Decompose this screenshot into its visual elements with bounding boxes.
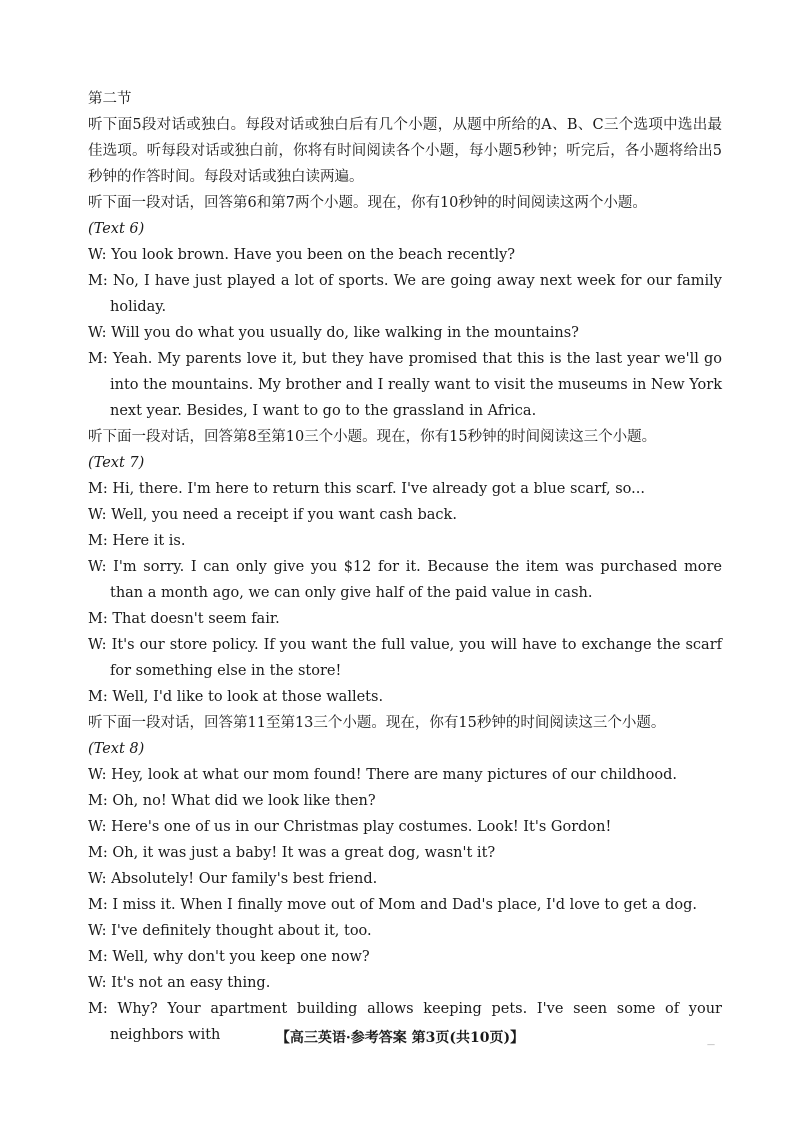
dialogue-line: W: You look brown. Have you been on the beach recently?: [88, 247, 516, 263]
dialogue-line: W: It's not an easy thing.: [88, 975, 271, 991]
prompt-questions-8-10: 听下面一段对话，回答第8至第10三个小题。现在，你有15秒钟的时间阅读这三个小题。: [88, 429, 657, 445]
dialogue-line: M: Well, why don't you keep one now?: [88, 949, 370, 965]
prompt-questions-11-13: 听下面一段对话，回答第11至第13三个小题。现在，你有15秒钟的时间阅读这三个小题。: [88, 715, 666, 731]
dialogue-line: M: Yeah. My parents love it, but they have promised that this is the last year we'll go into the mountains. My brother and I really want to visit the museums in New York next year. Besides, I want to go to the grassland in Africa.: [88, 351, 722, 419]
dialogue-line: W: Well, you need a receipt if you want cash back.: [88, 507, 457, 523]
page-footer: 【高三英语·参考答案 第3页(共10页)】: [275, 1030, 525, 1046]
dialogue-line: W: Here's one of us in our Christmas play costumes. Look! It's Gordon!: [88, 819, 612, 835]
text-6-label: (Text 6): [88, 221, 145, 237]
page-content: [88, 86, 722, 1048]
text-7-label: (Text 7): [88, 455, 145, 471]
dialogue-line: W: Hey, look at what our mom found! There are many pictures of our childhood.: [88, 767, 677, 783]
dialogue-line: M: That doesn't seem fair.: [88, 611, 280, 627]
dialogue-line: M: Here it is.: [88, 533, 186, 549]
corner-mark: —: [707, 1040, 715, 1049]
dialogue-line: M: Oh, no! What did we look like then?: [88, 793, 376, 809]
dialogue-line: M: Hi, there. I'm here to return this scarf. I've already got a blue scarf, so...: [88, 481, 645, 497]
dialogue-line: W: Absolutely! Our family's best friend.: [88, 871, 378, 887]
dialogue-line: W: Will you do what you usually do, like walking in the mountains?: [88, 325, 579, 341]
dialogue-line: M: Oh, it was just a baby! It was a great dog, wasn't it?: [88, 845, 496, 861]
dialogue-line: M: Why? Your apartment building allows keeping pets. I've seen some of your neighbors with: [88, 1001, 722, 1043]
dialogue-line: W: I've definitely thought about it, too.: [88, 923, 372, 939]
text-8-label: (Text 8): [88, 741, 145, 757]
dialogue-line: M: No, I have just played a lot of sports. We are going away next week for our family holiday.: [88, 273, 722, 315]
dialogue-line: W: I'm sorry. I can only give you $12 for it. Because the item was purchased more than a month ago, we can only give half of the paid value in cash.: [88, 559, 722, 601]
instructions: 听下面5段对话或独白。每段对话或独白后有几个小题，从题中所给的A、B、C三个选项中选出最佳选项。听每段对话或独白前，你将有时间阅读各个小题，每小题5秒钟；听完后，各小题将给出5秒钟的作答时间。每段对话或独白读两遍。: [88, 117, 722, 185]
prompt-questions-6-7: 听下面一段对话，回答第6和第7两个小题。现在，你有10秒钟的时间阅读这两个小题。: [88, 195, 647, 211]
dialogue-line: M: Well, I'd like to look at those wallets.: [88, 689, 384, 705]
dialogue-line: M: I miss it. When I finally move out of Mom and Dad's place, I'd love to get a dog.: [88, 897, 698, 913]
dialogue-line: W: It's our store policy. If you want the full value, you will have to exchange the scarf for something else in the store!: [88, 637, 722, 679]
section-title: 第二节: [88, 91, 132, 107]
